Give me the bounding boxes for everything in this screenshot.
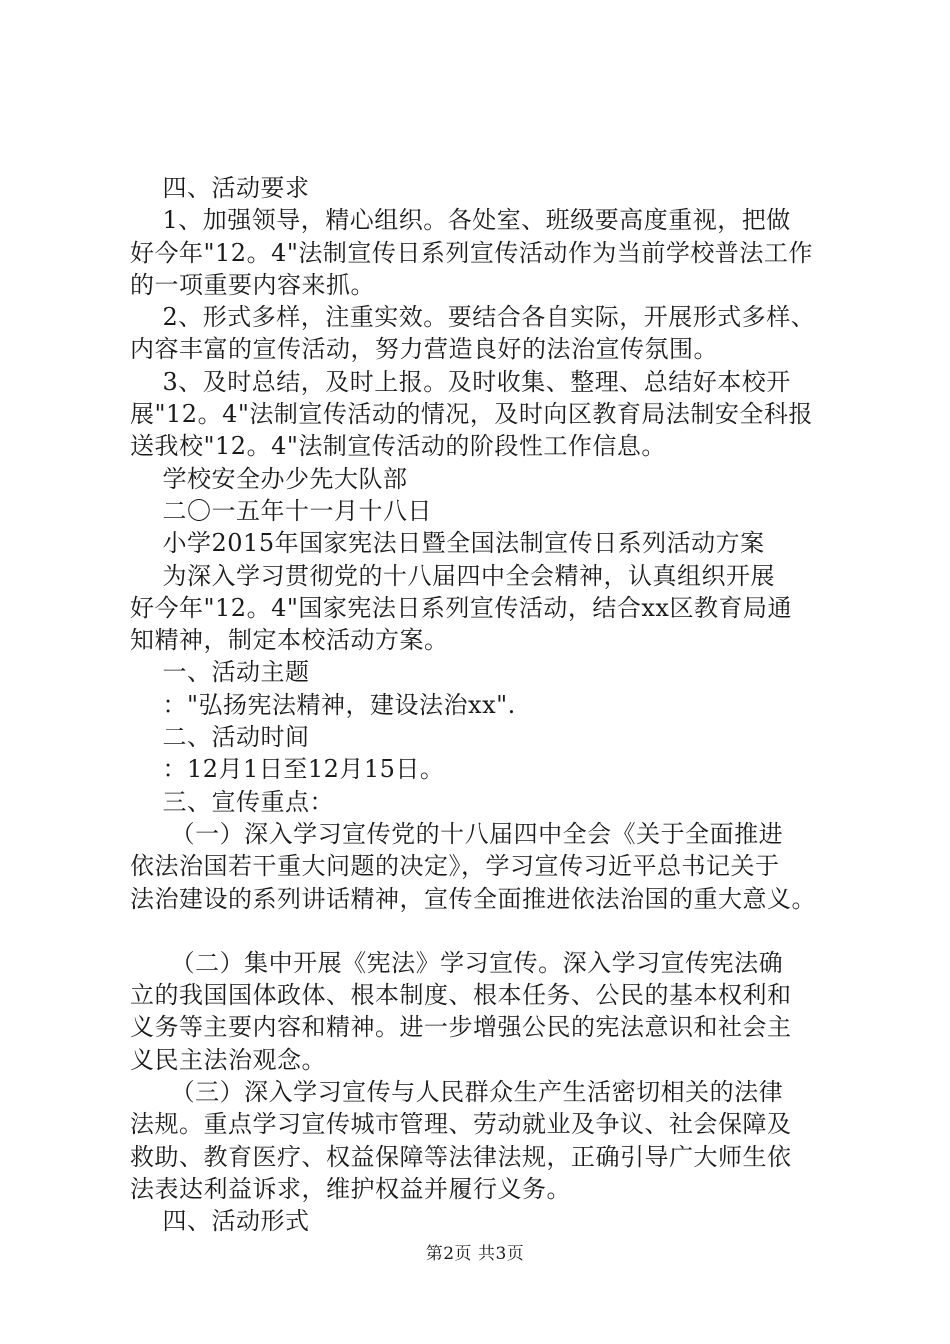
text-line: 救助、教育医疗、权益保障等法律法规，正确引导广大师生依 [130, 1142, 792, 1171]
text-line: 法规。重点学习宣传城市管理、劳动就业及争议、社会保障及 [130, 1110, 792, 1139]
text-line: （一）深入学习宣传党的十八届四中全会《关于全面推进 [130, 819, 784, 848]
text-line: （二）集中开展《宪法》学习宣传。深入学习宣传宪法确 [130, 948, 784, 977]
text-line: 二〇一五年十一月十八日 [130, 496, 433, 525]
text-line: 好今年"12。4"法制宣传日系列宣传活动作为当前学校普法工作 [130, 238, 813, 267]
page-footer [0, 1243, 950, 1265]
text-line: 四、活动形式 [130, 1207, 310, 1236]
text-line: 3、及时总结，及时上报。及时收集、整理、总结好本校开 [130, 367, 791, 396]
text-line: 2、形式多样，注重实效。要结合各自实际，开展形式多样、 [130, 303, 816, 332]
text-line: 义务等主要内容和精神。进一步增强公民的宪法意识和社会主 [130, 1013, 792, 1042]
text-line: 义民主法治观念。 [130, 1045, 326, 1074]
text-line: 展"12。4"法制宣传活动的情况，及时向区教育局法制安全科报 [130, 400, 813, 429]
text-line: 小学2015年国家宪法日暨全国法制宣传日系列活动方案 [130, 529, 765, 558]
text-line: ："弘扬宪法精神，建设法治xx". [130, 690, 516, 719]
text-line: 知精神，制定本校活动方案。 [130, 626, 449, 655]
text-line: 送我校"12。4"法制宣传活动的阶段性工作信息。 [130, 432, 666, 461]
text-line: 三、宣传重点： [130, 787, 335, 816]
text-line: 依法治国若干重大问题的决定》，学习宣传习近平总书记关于 [130, 852, 780, 881]
text-line: 为深入学习贯彻党的十八届四中全会精神，认真组织开展 [130, 561, 776, 590]
page-number: 第2页 共3页 [425, 1244, 525, 1264]
text-line: 学校安全办少先大队部 [130, 464, 408, 493]
text-line: 1、加强领导，精心组织。各处室、班级要高度重视，把做 [130, 206, 791, 235]
text-line: 内容丰富的宣传活动，努力营造良好的法治宣传氛围。 [130, 335, 718, 364]
document-body [130, 172, 850, 1238]
text-line: 二、活动时间 [130, 723, 310, 752]
text-line: 立的我国国体政体、根本制度、根本任务、公民的基本权利和 [130, 981, 792, 1010]
text-line: 一、活动主题 [130, 658, 310, 687]
text-line: ：12月1日至12月15日。 [130, 755, 445, 784]
text-line: 好今年"12。4"国家宪法日系列宣传活动，结合xx区教育局通 [130, 593, 792, 622]
text-line: 的一项重要内容来抓。 [130, 270, 375, 299]
text-line: 法治建设的系列讲话精神，宣传全面推进依法治国的重大意义。 [130, 884, 816, 913]
text-line: 法表达利益诉求，维护权益并履行义务。 [130, 1174, 571, 1203]
blank-line [130, 915, 850, 947]
text-line: （三）深入学习宣传与人民群众生产生活密切相关的法律 [130, 1078, 784, 1107]
text-line: 四、活动要求 [130, 174, 310, 202]
